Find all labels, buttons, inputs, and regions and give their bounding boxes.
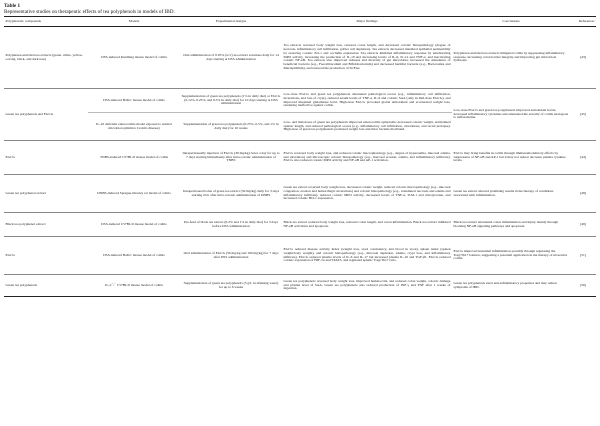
design-cell: Supplementation of green tea polyphenols (1% in daily diet) or EGCG (0.12%, 0.25%, and 0.5% in daily diet) for 10 days starting at DSS administration	[180, 89, 282, 113]
models-cell: IL-2⁻/⁻ C57BL/6 mouse model of colitis	[88, 275, 180, 297]
findings-cell: Black tea extract reduced body weight loss, restored colon length, and colon inflammation. Black tea extract inhibited NF-κB activation and apoptosis.	[282, 213, 452, 237]
conclusions-cell: Green tea extract showed promising results in the therapy of conditions associated with inflammation.	[452, 175, 570, 213]
table-row	[4, 213, 596, 237]
header-models: Models	[88, 17, 180, 27]
reference-cell: [51]	[570, 237, 596, 275]
reference-cell: [45]	[570, 89, 596, 141]
studies-table	[4, 16, 596, 297]
models-cell: IL-10 deficient enterocolitis model exposed to normal microbiota (mimics Crohn's disease)	[88, 113, 180, 141]
reference-cell: [50]	[570, 275, 596, 297]
compound-cell: Green tea polyphenol extract	[4, 175, 88, 213]
table-label: Table 1	[4, 3, 21, 9]
header-compound: Polyphenolic compounds	[4, 17, 88, 27]
header-conclusions: Conclusions	[452, 17, 570, 27]
models-cell: DSS-induced Balb/c mouse model of colitis	[88, 237, 180, 275]
design-cell: Intraperitoneally injection of EGCG (30 mg/kg) twice a day for up to 7 days starting immediately after intra-colonic administration of TNBS	[180, 141, 282, 175]
compound-cell: Green tea polyphenols	[4, 275, 88, 297]
table-row	[4, 237, 596, 275]
design-cell: Pre-feed of black tea extract (0.2% and 1% in daily diet) for 3 days before DSS administration	[180, 213, 282, 237]
reference-cell: [48]	[570, 175, 596, 213]
compound-cell: EGCG	[4, 237, 88, 275]
findings-cell: Green tea extract reversed body weight loss, decreased colonic weight, reduced colonic macropathology (e.g., mucosal congestion, erosion and hemorrhagic ulcerations) and colonic histopathology (e.g., transmural necrosis and edema and inflammatory infiltrate), reduced colonic MPO activity, decreased levels of TNF-α, ICM-1 and nitrotyrosine, and increased colonic HO-1 expression.	[282, 175, 452, 213]
findings-cell: EGCG reduced disease activity index (weight loss, stool consistency, and blood in stool), spleen index (spleen weight/body weight), and colonic histopathology (e.g., mucosal depletion, edema, crypt loss, and inflammatory infiltrate). EGCG reduced plasma levels of IL-6 and IL-17 but increased plasma IL-10 and TGF-β1. EGCG reduced colonic expression of HIF-1α and STAT3, and regulated splenic Treg/Th17 ratio.	[282, 237, 452, 275]
design-cell: Oral administration of EGCG (50 mg/kg and 100 mg/kg) for 7 days after DSS administration	[180, 237, 282, 275]
design-cell: Oral administration of 0.05% (w/v) tea extract solutions daily for 14 days starting at DSS administration	[183, 52, 279, 61]
header-references: References	[570, 17, 596, 27]
models-cell: DSS-induced Balb/c mouse model of colitis	[88, 89, 180, 113]
compound-cell: Polyphenol-enriched tea extracts (green, white, yellow, oolong, black, and dark teas)	[5, 52, 83, 61]
header-design: Experimental designs	[180, 17, 282, 27]
reference-cell: [44]	[570, 141, 596, 175]
compound-cell: Black tea polyphenol extract	[4, 213, 88, 237]
design-cell: Supplementation of green tea polyphenols (5 g/L in drinking water) for up to 6 weeks	[180, 275, 282, 297]
reference-cell: [43]	[580, 54, 586, 59]
models-cell: TNBS-induced C57BL/6 mouse model of colitis	[88, 141, 180, 175]
models-cell: DSS-induced Kunming mouse model of colitis	[101, 54, 167, 59]
header-findings: Major findings	[282, 17, 452, 27]
table-row	[4, 141, 596, 175]
table-caption: Representative studies on therapeutic effects of tea polyphenols in models of IBD.	[4, 9, 175, 15]
findings-cell: Low-dose EGCG and green tea polyphenols attenuated pathological scores (e.g., inflammatory cell infiltration, ulcerations, and loss of crypt), reduced serum levels of TNF-α, IL-6 and colonic SAA (only in mid-dose EGCG), and improved intestinal glutathione level. High-dose EGCG provoked global antioxidant and accelerated weight loss, rendering ineffective against colitis.	[282, 89, 452, 113]
conclusions-cell: EGCG improved intestinal inflammation possibly through regulating the Treg/Th17 balance, suggesting a potential application in the therapy of ulcerative colitis.	[452, 237, 570, 275]
conclusions-cell: Green tea polyphenols exert anti-inflammatory properties and may reduce symptoms of IBD.	[452, 275, 570, 297]
findings-cell: EGCG reversed body weight loss, and reduced colonic macrophatology (e.g., degree of hyperaemia, mucosal edema, and ulceration) and microscopic colonic histopathology (e.g., mucosal erosion, edema, and inflammatory infiltrate). EGCG also reduced colonic MPO activity and NF-κB and AP-1 activation.	[282, 141, 452, 175]
table-row	[4, 175, 596, 213]
findings-cell: Tea extracts reversed body weight loss, restored colon length, and decreased colonic histopathology (degree of necrosis, inflammatory cell infiltration, goblet cell depletion). Tea extracts decreased intestinal epithelial permeability by restoring colonic ZO-1 and occludin expression. Tea extracts inhibited inflammatory response by ameliorating MPO activity, increasing the production of IL-10 and decreasing levels of IL-6, IL-12 and TNF-α, and inactivating colonic NF-κB. Tea extracts also improved richness and diversity of gut microbiota, increased the abundance of beneficial bacteria (e.g., Faecalibaculum and Bifidobacterium) and decreased harmful bacteria (e.g., Bacteroides and Mucispirillum), and restored the production of SCFAs.	[283, 42, 451, 71]
models-cell: DNBS-induced Sprague-Dawley rat model of colitis	[88, 175, 180, 213]
models-cell: DSS-induced C57BL/6 mouse model of colitis	[88, 213, 180, 237]
design-cell: Intraperitoneal bolus of green tea extract (50 mg/kg) daily for 3 days starting 24 h after intra-colonic administration of DNBS	[180, 175, 282, 213]
conclusions-cell: Black tea extract attenuated colon inflammation and injury mainly through blocking NF-κB signaling pathways and apoptosis.	[452, 213, 570, 237]
findings-cell: Low- and mid-doses of green tea polyphenols improved enterocolitis symptoms; decreased colonic weight, normalized splenic length, and reduced pathological scores (e.g., inflammatory cell infiltration, ulcerations, and rectal prolapse). High-dose of green tea polyphenols promoted weight loss and mice became moribund.	[282, 113, 452, 141]
findings-cell: Green tea polyphenols reversed body weight loss, improved hematocrits, and reduced colon weight, colonic damage and plasma level of SAA. Green tea polyphenols also reduced production of INF-γ and TNF after 1 weeks of ingestion.	[282, 275, 452, 297]
table-body	[4, 27, 596, 297]
design-cell: Supplementation of green tea polyphenols (0.25%, 0.5%, and 1% in daily diet) for 10 weeks	[180, 113, 282, 141]
compound-cell: EGCG	[4, 141, 88, 175]
conclusions-cell: Polyphenol-enriched tea extracts mitigated colitis by suppressing inflammatory response, increasing colon barrier integrity and improving gut microbiota dysbiosis.	[453, 50, 565, 63]
table-row	[4, 275, 596, 297]
document	[4, 3, 596, 297]
reference-cell: [49]	[570, 213, 596, 237]
compound-cell: Green tea polyphenols and EGCG	[4, 89, 88, 141]
table-header-row	[4, 17, 596, 27]
conclusions-cell: EGCG may bring benefits in colitis through immunomodulatory effects by suppression of NF-κB and AP-1 but it may not reduce decrease plasma cytokine levels.	[452, 141, 570, 175]
conclusions-cell: Low-dose EGCG and green tea polyphenols improved antioxidant levels, decreased inflammatory cytokines and attenuated the severity of colitis analogous to sulfasalazine.	[452, 89, 570, 141]
table-row	[4, 89, 596, 113]
table-row	[4, 27, 596, 89]
